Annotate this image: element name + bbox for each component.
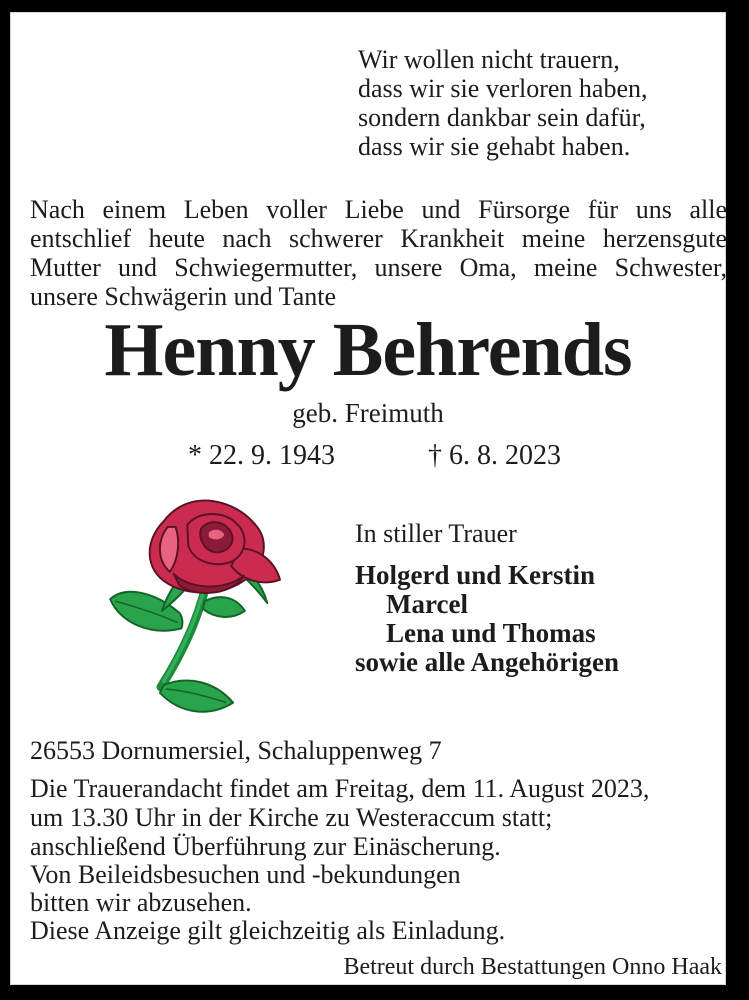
verse-line: dass wir sie gehabt haben. [358,132,631,161]
verse-line: Wir wollen nicht trauern, [358,45,620,74]
intro-paragraph [30,195,727,311]
intro-line: Mutter und Schwiegermutter, unsere Oma, meine Schwester, [30,253,727,282]
intro-line: entschlief heute nach schwerer Krankheit meine herzensgute [30,224,727,253]
deceased-name: Henny Behrends [104,308,632,392]
service-line: anschließend Überführung zur Einäscherung. [30,832,501,861]
verse-line: dass wir sie verloren haben, [358,74,648,103]
rose-leaf [160,680,233,711]
rose-icon [105,484,291,728]
mourner-name: sowie alle Angehörigen [355,647,619,677]
address-line: 26553 Dornumersiel, Schaluppenweg 7 [30,736,442,765]
opening-verse [358,45,648,161]
service-line: Die Trauerandacht findet am Freitag, dem 11. August 2023, [30,774,650,803]
service-info [30,774,649,861]
death-date: † 6. 8. 2023 [428,440,561,471]
maiden-name: geb. Freimuth [292,398,444,428]
intro-line: Nach einem Leben voller Liebe und Fürsorge für uns alle [30,195,727,224]
intro-line: unsere Schwägerin und Tante [30,282,336,311]
condolence-line: Von Beileidsbesuchen und -bekundungen [30,860,461,889]
mourner-name: Holgerd und Kerstin [355,560,596,590]
mourner-list [355,561,619,677]
rose-leaf [203,597,245,617]
service-line: um 13.30 Uhr in der Kirche zu Westeraccum statt; [30,803,553,832]
mourner-name: Marcel [386,589,468,619]
mourner-name: Lena und Thomas [386,618,596,648]
birth-date: * 22. 9. 1943 [188,440,335,471]
mourning-heading: In stiller Trauer [355,519,517,548]
funeral-home-credit: Betreut durch Bestattungen Onno Haak [343,954,722,980]
condolence-line: bitten wir abzusehen. [30,888,252,917]
condolence-line: Diese Anzeige gilt gleichzeitig als Einladung. [30,916,506,945]
condolence-note [30,861,505,945]
rose-illustration [105,484,291,728]
verse-line: sondern dankbar sein dafür, [358,103,646,132]
obituary-card [10,12,726,985]
